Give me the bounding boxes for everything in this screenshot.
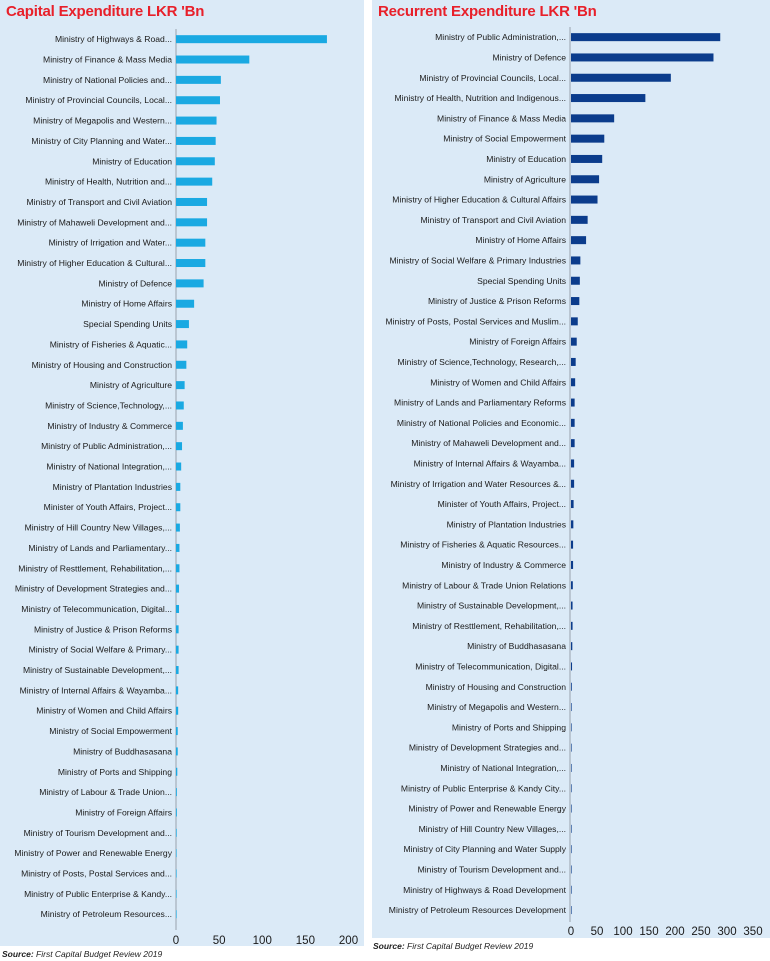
capital-category-label: Ministry of Posts, Postal Services and...	[21, 868, 172, 879]
recurrent-bar	[571, 825, 572, 833]
capital-x-tick-label: 150	[295, 935, 315, 947]
capital-category-label: Ministry of National Policies and...	[43, 74, 172, 85]
recurrent-category-label: Ministry of Science,Technology, Research,...	[397, 356, 566, 367]
recurrent-category-label: Special Spending Units	[477, 275, 566, 286]
recurrent-bar	[571, 723, 572, 731]
recurrent-bar	[571, 53, 713, 61]
recurrent-category-label: Ministry of Tourism Development and...	[417, 864, 566, 875]
capital-bar	[176, 157, 215, 165]
recurrent-category-label: Ministry of Power and Renewable Energy	[408, 803, 566, 814]
capital-bar	[176, 35, 327, 43]
recurrent-bar	[571, 256, 580, 264]
recurrent-bar	[571, 865, 572, 873]
recurrent-bar	[571, 703, 572, 711]
capital-bar	[176, 768, 177, 776]
recurrent-category-label: Ministry of Finance & Mass Media	[437, 113, 566, 124]
recurrent-category-label: Ministry of Internal Affairs & Wayamba...	[413, 458, 566, 469]
recurrent-bar	[571, 399, 575, 407]
capital-category-label: Ministry of City Planning and Water...	[31, 135, 172, 146]
capital-category-label: Ministry of Transport and Civil Aviation	[26, 196, 172, 207]
recurrent-x-tick-label: 300	[717, 926, 737, 938]
capital-category-label: Ministry of Megapolis and Western...	[33, 115, 172, 126]
capital-category-label: Ministry of Highways & Road...	[54, 34, 172, 45]
capital-category-label: Ministry of Telecommunication, Digital...	[21, 603, 172, 614]
capital-category-label: Ministry of Hill Country New Villages,...	[24, 522, 172, 533]
recurrent-bar	[571, 520, 573, 528]
source-note-right	[373, 941, 533, 951]
capital-bar	[176, 707, 178, 715]
recurrent-bar	[571, 74, 671, 82]
recurrent-category-label: Ministry of Resttlement, Rehabilitation,...	[412, 620, 566, 631]
recurrent-x-tick-label: 250	[691, 926, 711, 938]
capital-category-label: Ministry of Resttlement, Rehabilitation,...	[18, 563, 172, 574]
capital-category-label: Ministry of Labour & Trade Union...	[39, 787, 172, 798]
recurrent-category-label: Ministry of Education	[486, 153, 566, 164]
recurrent-bar	[571, 845, 572, 853]
recurrent-category-label: Ministry of Fisheries & Aquatic Resources...	[400, 539, 566, 550]
capital-bar	[176, 463, 181, 471]
recurrent-x-tick-label: 100	[613, 926, 633, 938]
recurrent-bar	[571, 175, 599, 183]
capital-bar	[176, 96, 220, 104]
recurrent-bar	[571, 886, 572, 894]
recurrent-bar	[571, 33, 720, 41]
recurrent-category-label: Ministry of Social Empowerment	[443, 133, 566, 144]
recurrent-category-label: Ministry of Public Enterprise & Kandy City...	[400, 783, 566, 794]
capital-category-label: Ministry of Higher Education & Cultural...	[17, 258, 172, 269]
capital-bar	[176, 320, 189, 328]
capital-bar	[176, 544, 179, 552]
capital-bar	[176, 442, 182, 450]
capital-bar	[176, 564, 179, 572]
recurrent-chart-title: Recurrent Expenditure LKR 'Bn	[378, 3, 597, 20]
recurrent-bar	[571, 906, 572, 914]
recurrent-x-tick-label: 200	[665, 926, 685, 938]
recurrent-category-label: Ministry of Industry & Commerce	[441, 559, 566, 570]
capital-category-label: Ministry of Industry & Commerce	[47, 420, 172, 431]
recurrent-category-label: Ministry of Public Administration,...	[435, 32, 566, 43]
recurrent-bar	[571, 480, 574, 488]
capital-bar	[176, 585, 179, 593]
capital-bar	[176, 218, 207, 226]
recurrent-bar	[571, 602, 573, 610]
source-text: First Capital Budget Review 2019	[407, 941, 534, 951]
recurrent-bar	[571, 784, 572, 792]
recurrent-bar	[571, 378, 575, 386]
recurrent-category-label: Ministry of Ports and Shipping	[451, 722, 566, 733]
recurrent-bar	[571, 155, 602, 163]
capital-bar	[176, 747, 178, 755]
capital-category-label: Ministry of Ports and Shipping	[57, 766, 172, 777]
capital-category-label: Ministry of Plantation Industries	[52, 481, 172, 492]
recurrent-bar	[571, 642, 572, 650]
recurrent-x-tick-label: 150	[639, 926, 659, 938]
capital-bar	[176, 56, 249, 64]
recurrent-category-label: Ministry of Women and Child Affairs	[430, 377, 566, 388]
capital-bar	[176, 910, 177, 918]
recurrent-category-label: Ministry of Foreign Affairs	[469, 336, 566, 347]
recurrent-category-label: Ministry of Home Affairs	[475, 235, 566, 246]
capital-x-tick-label: 200	[338, 935, 359, 947]
capital-bar	[176, 870, 177, 878]
capital-category-label: Ministry of Home Affairs	[81, 298, 172, 309]
capital-x-tick-label: 50	[212, 935, 226, 947]
capital-bar	[176, 503, 180, 511]
capital-bar	[176, 808, 177, 816]
recurrent-bar	[571, 459, 574, 467]
recurrent-bar	[571, 114, 614, 122]
capital-category-label: Ministry of Science,Technology,...	[45, 400, 172, 411]
recurrent-category-label: Ministry of Provincial Councils, Local...	[419, 72, 566, 83]
capital-bar	[176, 605, 179, 613]
capital-bar	[176, 340, 187, 348]
recurrent-bar	[571, 561, 573, 569]
recurrent-bar	[571, 196, 598, 204]
recurrent-category-label: Ministry of Hill Country New Villages,...	[418, 823, 566, 834]
source-label: Source:	[2, 949, 34, 959]
capital-bar	[176, 625, 179, 633]
capital-bar	[176, 117, 217, 125]
recurrent-bar	[571, 683, 572, 691]
capital-category-label: Ministry of Women and Child Affairs	[36, 705, 172, 716]
capital-category-label: Ministry of Justice & Prison Reforms	[33, 624, 172, 635]
capital-category-label: Ministry of Public Enterprise & Kandy...	[24, 888, 172, 899]
capital-category-label: Ministry of Social Empowerment	[49, 726, 172, 737]
capital-bar	[176, 829, 177, 837]
capital-category-label: Ministry of Defence	[98, 278, 172, 289]
capital-category-label: Ministry of Foreign Affairs	[75, 807, 172, 818]
capital-x-tick-label: 100	[252, 935, 272, 947]
recurrent-bar	[571, 541, 573, 549]
capital-x-tick-label: 0	[172, 935, 180, 947]
recurrent-category-label: Ministry of Health, Nutrition and Indigenous...	[394, 93, 566, 104]
capital-category-label: Special Spending Units	[83, 319, 172, 330]
recurrent-x-tick-label: 50	[590, 926, 604, 938]
capital-category-label: Ministry of Education	[92, 156, 172, 167]
recurrent-bar	[571, 216, 588, 224]
capital-bar	[176, 788, 177, 796]
recurrent-bar	[571, 338, 577, 346]
capital-bar	[176, 361, 186, 369]
capital-bar	[176, 483, 180, 491]
capital-category-label: Ministry of Finance & Mass Media	[43, 54, 172, 65]
capital-bar	[176, 300, 194, 308]
capital-category-label: Ministry of National Integration,...	[46, 461, 172, 472]
capital-bar	[176, 76, 221, 84]
capital-category-label: Ministry of Sustainable Development,...	[22, 665, 172, 676]
capital-category-label: Ministry of Mahaweli Development and...	[17, 217, 172, 228]
recurrent-category-label: Ministry of Development Strategies and...	[408, 742, 566, 753]
recurrent-category-label: Ministry of Irrigation and Water Resources &...	[390, 478, 566, 489]
capital-bar	[176, 178, 212, 186]
capital-category-label: Ministry of Buddhasasana	[73, 746, 172, 757]
recurrent-category-label: Ministry of Labour & Trade Union Relations	[402, 580, 566, 591]
capital-category-label: Ministry of Social Welfare & Primary...	[28, 644, 172, 655]
capital-bar	[176, 646, 179, 654]
capital-category-label: Ministry of Development Strategies and...	[14, 583, 172, 594]
recurrent-category-label: Ministry of Justice & Prison Reforms	[427, 296, 566, 307]
recurrent-bar	[571, 297, 579, 305]
recurrent-bar	[571, 236, 586, 244]
recurrent-category-label: Ministry of Petroleum Resources Development	[388, 905, 566, 916]
capital-category-label: Ministry of Health, Nutrition and...	[44, 176, 172, 187]
capital-chart-title: Capital Expenditure LKR 'Bn	[6, 3, 205, 20]
recurrent-bar	[571, 419, 575, 427]
capital-category-label: Ministry of Public Administration,...	[41, 441, 172, 452]
capital-bar	[176, 422, 183, 430]
recurrent-bar	[571, 439, 575, 447]
capital-bar	[176, 727, 178, 735]
recurrent-bar	[571, 317, 578, 325]
capital-category-label: Ministry of Irrigation and Water...	[48, 237, 172, 248]
capital-bar	[176, 666, 179, 674]
recurrent-category-label: Ministry of Lands and Parliamentary Reforms	[394, 397, 566, 408]
recurrent-category-label: Ministry of Transport and Civil Aviation	[420, 214, 566, 225]
capital-bar	[176, 259, 205, 267]
capital-category-label: Ministry of Petroleum Resources...	[40, 909, 172, 920]
recurrent-bar	[571, 500, 574, 508]
capital-category-label: Ministry of Tourism Development and...	[23, 827, 172, 838]
capital-bar	[176, 686, 178, 694]
recurrent-bar	[571, 277, 580, 285]
recurrent-category-label: Ministry of Agriculture	[483, 174, 566, 185]
recurrent-category-label: Ministry of Defence	[492, 52, 566, 63]
capital-bar	[176, 137, 216, 145]
recurrent-bar	[571, 662, 572, 670]
recurrent-category-label: Ministry of Plantation Industries	[446, 519, 566, 530]
recurrent-bar	[571, 805, 572, 813]
capital-category-label: Ministry of Internal Affairs & Wayamba...	[19, 685, 172, 696]
recurrent-category-label: Ministry of National Policies and Economic...	[396, 417, 566, 428]
recurrent-bar	[571, 581, 573, 589]
recurrent-category-label: Ministry of Mahaweli Development and...	[411, 438, 566, 449]
capital-bar	[176, 401, 184, 409]
recurrent-category-label: Ministry of Higher Education & Cultural Affairs	[392, 194, 566, 205]
recurrent-category-label: Ministry of National Integration,...	[440, 762, 566, 773]
recurrent-category-label: Ministry of City Planning and Water Supply	[403, 844, 566, 855]
recurrent-bar	[571, 744, 572, 752]
recurrent-category-label: Ministry of Highways & Road Development	[403, 884, 566, 895]
source-note-left	[2, 949, 162, 959]
recurrent-x-tick-label: 0	[567, 926, 575, 938]
source-text: First Capital Budget Review 2019	[36, 949, 163, 959]
capital-category-label: Minister of Youth Affairs, Project...	[43, 502, 172, 513]
capital-category-label: Ministry of Power and Renewable Energy	[14, 848, 172, 859]
capital-bar	[176, 198, 207, 206]
capital-bar	[176, 381, 185, 389]
capital-category-label: Ministry of Lands and Parliamentary...	[28, 542, 172, 553]
capital-category-label: Ministry of Agriculture	[89, 380, 172, 391]
recurrent-category-label: Ministry of Megapolis and Western...	[427, 702, 566, 713]
capital-bar	[176, 890, 177, 898]
capital-bar	[176, 524, 180, 532]
recurrent-bar	[571, 94, 645, 102]
recurrent-category-label: Ministry of Telecommunication, Digital...	[415, 661, 566, 672]
recurrent-bar	[571, 358, 576, 366]
source-label: Source:	[373, 941, 405, 951]
capital-bar	[176, 279, 204, 287]
recurrent-category-label: Ministry of Sustainable Development,...	[416, 600, 566, 611]
capital-bar	[176, 849, 177, 857]
recurrent-category-label: Ministry of Social Welfare & Primary Industries	[389, 255, 566, 266]
recurrent-x-tick-label: 350	[743, 926, 763, 938]
recurrent-bar	[571, 135, 604, 143]
capital-category-label: Ministry of Provincial Councils, Local...	[25, 95, 172, 106]
recurrent-category-label: Ministry of Posts, Postal Services and Muslim...	[385, 316, 566, 327]
recurrent-category-label: Minister of Youth Affairs, Project...	[437, 499, 566, 510]
recurrent-bar	[571, 622, 573, 630]
recurrent-bar	[571, 764, 572, 772]
capital-bar	[176, 239, 205, 247]
capital-category-label: Ministry of Fisheries & Aquatic...	[49, 339, 172, 350]
recurrent-category-label: Ministry of Buddhasasana	[467, 641, 566, 652]
capital-category-label: Ministry of Housing and Construction	[31, 359, 172, 370]
recurrent-category-label: Ministry of Housing and Construction	[425, 681, 566, 692]
